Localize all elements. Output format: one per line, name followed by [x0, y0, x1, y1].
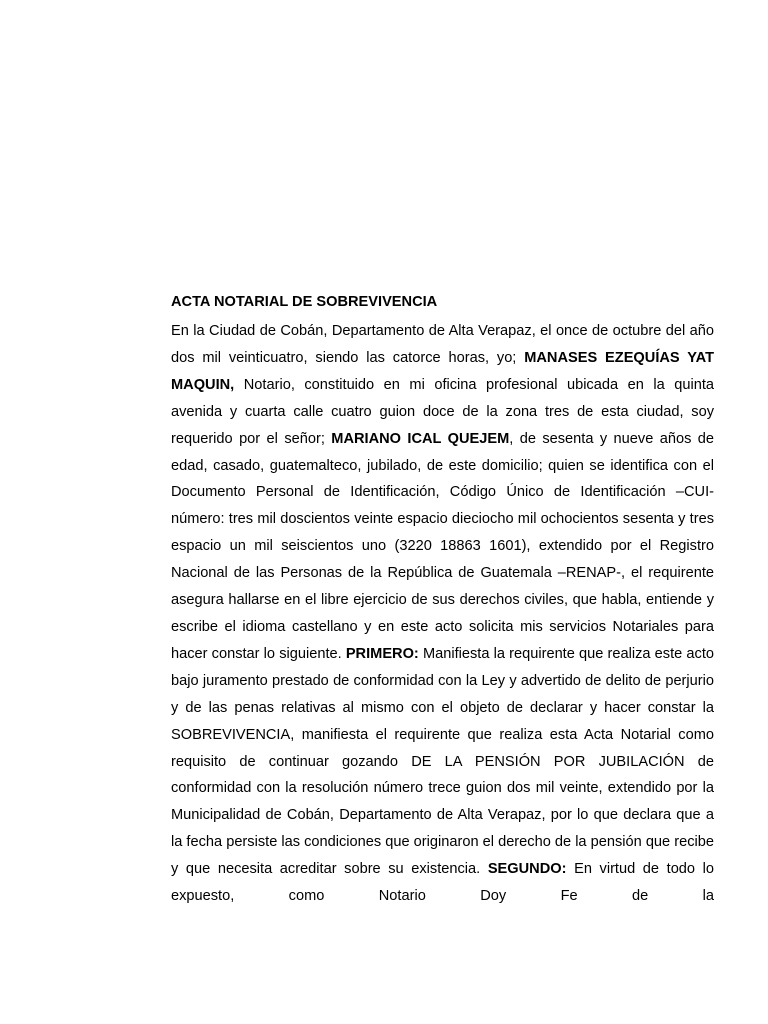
notary-name: MANASES EZEQUÍAS YAT MAQUIN,: [171, 349, 714, 393]
applicant-name: MARIANO ICAL QUEJEM: [331, 430, 510, 447]
body-text-declaration: Manifiesta la requirente que realiza este acto bajo juramento prestado de conformidad con la Ley y advertido de delito de perjurio y de las penas relativas al mismo con el objeto de declarar y hacer constar la SOBREVIVENCIA, manifiesta el requirente que realiza esta Acta Notarial como requisito de continuar gozando DE LA PENSIÓN POR JUBILACIÓN de conformidad con la resolución número trece guion dos mil veinte, extendido por la Municipalidad de Cobán, Departamento de Alta Verapaz, por lo que declara que a la fecha persiste las condiciones que originaron el derecho de la pensión que recibe y que necesita acreditar sobre su existencia.: [171, 645, 714, 878]
clause-segundo-label: SEGUNDO:: [487, 861, 567, 878]
clause-primero-label: PRIMERO:: [345, 645, 419, 662]
body-text-notary-office: Notario, constituido en mi oficina profesional ubicada en la quinta avenida y cuarta calle cuatro guion doce de la zona tres de esta ciudad, soy requerido por el señor;: [171, 376, 714, 447]
document-title: ACTA NOTARIAL DE SOBREVIVENCIA: [171, 294, 438, 310]
document-body-paragraph: [171, 318, 714, 910]
body-text-identification: , de sesenta y nueve años de edad, casado, guatemalteco, jubilado, de este domicilio; quien se identifica con el Documento Personal de Identificación, Código Único de Identificación –CUI- número: tres mil doscientos veinte espacio dieciocho mil ochocientos sesenta y tres espacio un mil seiscientos uno (3220 18863 1601), extendido por el Registro Nacional de las Personas de la República de Guatemala –RENAP-, el requirente asegura hallarse en el libre ejercicio de sus derechos civiles, que habla, entiende y escribe el idioma castellano y en este acto solicita mis servicios Notariales para hacer constar lo siguiente.: [171, 430, 715, 662]
body-text-opening: En la Ciudad de Cobán, Departamento de Alta Verapaz, el once de octubre del año dos mil veinticuatro, siendo las catorce horas, yo;: [171, 323, 714, 366]
body-text-closing: En virtud de todo lo expuesto, como Notario Doy Fe de la: [171, 861, 714, 905]
